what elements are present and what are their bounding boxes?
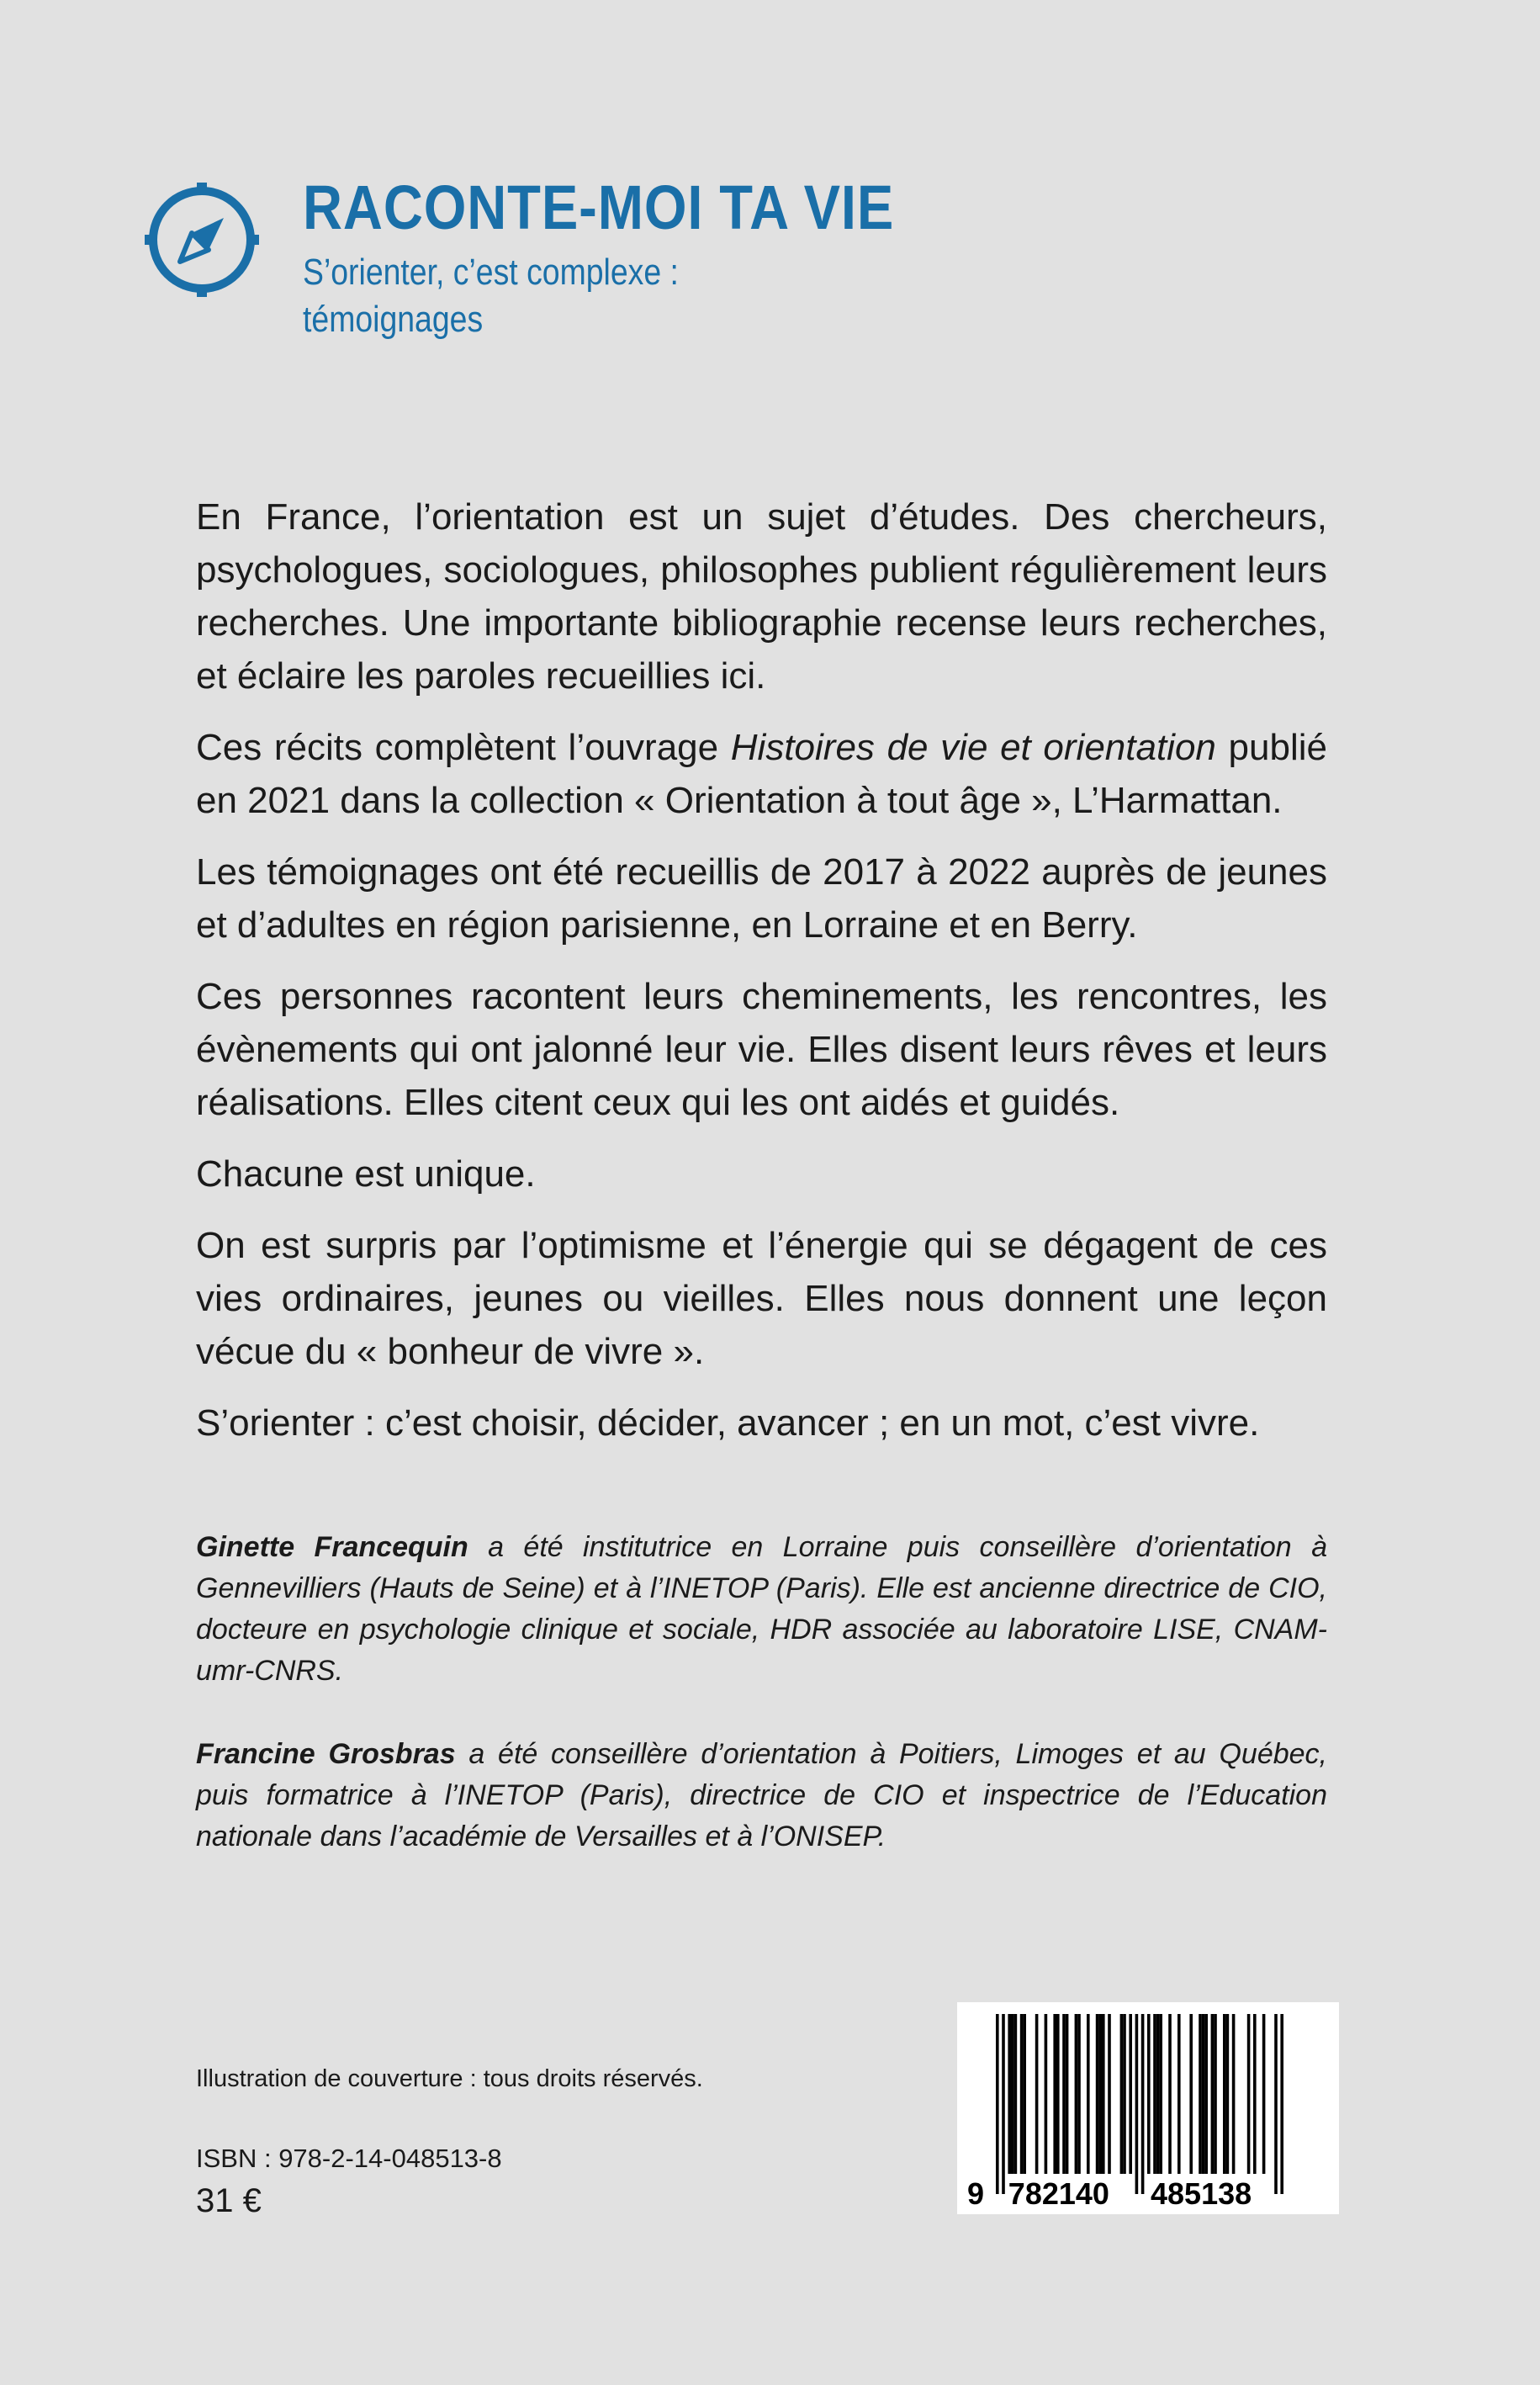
blurb-paragraph-5: Chacune est unique.: [196, 1153, 536, 1195]
blurb-p2-after: publié en 2021 dans la collection « Orientation à tout âge », L’Harmattan.: [196, 727, 1327, 821]
barcode-bar: [1008, 2014, 1011, 2174]
barcode-bar: [1147, 2014, 1151, 2174]
blurb-p2-before: Ces récits complètent l’ouvrage: [196, 727, 731, 768]
blurb-paragraph-2: [196, 721, 1327, 827]
barcode-bar: [996, 2014, 999, 2194]
barcode-bar: [1129, 2014, 1132, 2174]
blurb-paragraph-6: On est surpris par l’optimisme et l’énergie qui se dégagent de ces vies ordinaires, jeunes ou vieilles. Elles nous donnent une leçon vécue du « bonheur de vivre ».: [196, 1225, 1327, 1372]
book-title: RACONTE-MOI TA VIE: [303, 172, 895, 242]
barcode-bar: [1108, 2014, 1111, 2174]
barcode-bar: [1159, 2014, 1162, 2174]
barcode-bar: [1045, 2014, 1048, 2174]
barcode-bar: [1035, 2014, 1039, 2174]
barcode-bar: [1020, 2014, 1024, 2174]
barcode-bar: [1023, 2014, 1026, 2174]
barcode-bar: [1247, 2014, 1251, 2174]
barcode-bar: [1014, 2014, 1018, 2174]
cover-credit: Illustration de couverture : tous droits réservés.: [196, 2065, 703, 2092]
barcode-digits-right: 485138: [1151, 2176, 1252, 2211]
barcode-digit-first: 9: [967, 2176, 985, 2211]
barcode-bar: [1199, 2014, 1202, 2174]
blurb-paragraph-4: Ces personnes racontent leurs cheminements, les rencontres, les évènements qui ont jalonné leur vie. Elles disent leurs rêves et leurs réalisations. Elles citent ceux qui les ont aidés et guidés.: [196, 976, 1327, 1123]
blurb-p2-book-title: Histoires de vie et orientation: [730, 727, 1216, 768]
author-name-1: Ginette Francequin: [196, 1531, 468, 1563]
barcode-bar: [1066, 2014, 1069, 2174]
barcode-bar: [1098, 2014, 1102, 2174]
author-bios: [196, 1527, 1327, 1900]
barcode-graphic: [957, 2002, 1339, 2214]
blurb: [196, 490, 1327, 1468]
barcode-bar: [1211, 2014, 1215, 2174]
book-subtitle-line2: témoignages: [303, 299, 484, 340]
barcode-bar: [1123, 2014, 1126, 2174]
barcode-bar: [1075, 2014, 1078, 2174]
header: [143, 164, 1405, 383]
author-bio-2: [196, 1734, 1327, 1858]
barcode-bar: [1156, 2014, 1160, 2174]
barcode-bar: [1202, 2014, 1205, 2174]
barcode-bar: [1053, 2014, 1056, 2174]
price: 31 €: [196, 2182, 262, 2219]
barcode-bar: [1153, 2014, 1156, 2174]
barcode-bar: [1274, 2014, 1278, 2194]
barcode-bar: [1011, 2014, 1014, 2174]
barcode-bar: [1189, 2014, 1193, 2174]
barcode-bar: [1141, 2014, 1145, 2194]
barcode-bar: [1002, 2014, 1005, 2194]
title-block: [303, 164, 975, 343]
author-bio-1: [196, 1527, 1327, 1692]
barcode-bar: [1102, 2014, 1105, 2174]
barcode-bar: [1120, 2014, 1124, 2174]
blurb-paragraph-7: S’orienter : c’est choisir, décider, avancer ; en un mot, c’est vivre.: [196, 1402, 1260, 1444]
footer-info: [196, 2065, 869, 2220]
barcode-bar: [1253, 2014, 1257, 2174]
barcode-bar: [1214, 2014, 1217, 2174]
author-name-2: Francine Grosbras: [196, 1738, 456, 1770]
barcode-bar: [1056, 2014, 1060, 2174]
barcode-bar: [1232, 2014, 1236, 2174]
barcode-bar: [1204, 2014, 1208, 2174]
barcode-bar: [1177, 2014, 1181, 2174]
barcode-bar: [1077, 2014, 1081, 2174]
compass-icon: [143, 181, 261, 299]
book-subtitle-line1: S’orienter, c’est complexe :: [303, 252, 679, 293]
barcode-bar: [1096, 2014, 1099, 2174]
isbn: ISBN : 978-2-14-048513-8: [196, 2144, 502, 2173]
barcode-bar: [1262, 2014, 1266, 2174]
author-bio-text-1: a été institutrice en Lorraine puis conseillère d’orientation à Gennevilliers (Hauts de Seine) et à l’INETOP (Paris). Elle est ancienne directrice de CIO, docteure en psychologie clinique et sociale, HDR associée au laboratoire LISE, CNAM-umr-CNRS.: [196, 1531, 1327, 1687]
blurb-paragraph-1: En France, l’orientation est un sujet d’études. Des chercheurs, psychologues, sociologues, philosophes publient régulièrement leurs recherches. Une importante bibliographie recense leurs recherches, et éclaire les paroles recueillies ici.: [196, 496, 1327, 697]
blurb-paragraph-3: Les témoignages ont été recueillis de 2017 à 2022 auprès de jeunes et d’adultes en région parisienne, en Lorraine et en Berry.: [196, 851, 1327, 946]
barcode: [957, 2002, 1339, 2214]
barcode-bar: [1226, 2014, 1230, 2174]
barcode-bar: [1087, 2014, 1090, 2174]
author-bio-text-2: a été conseillère d’orientation à Poitiers, Limoges et au Québec, puis formatrice à l’INETOP (Paris), directrice de CIO et inspectrice de l’Education nationale dans l’académie de Versailles et à l’ONISEP.: [196, 1738, 1327, 1852]
barcode-bar: [1062, 2014, 1066, 2174]
barcode-bar: [1280, 2014, 1283, 2194]
barcode-bar: [1223, 2014, 1226, 2174]
barcode-bar: [1168, 2014, 1172, 2174]
barcode-digits-left: 782140: [1008, 2176, 1109, 2211]
barcode-bar: [1135, 2014, 1139, 2194]
